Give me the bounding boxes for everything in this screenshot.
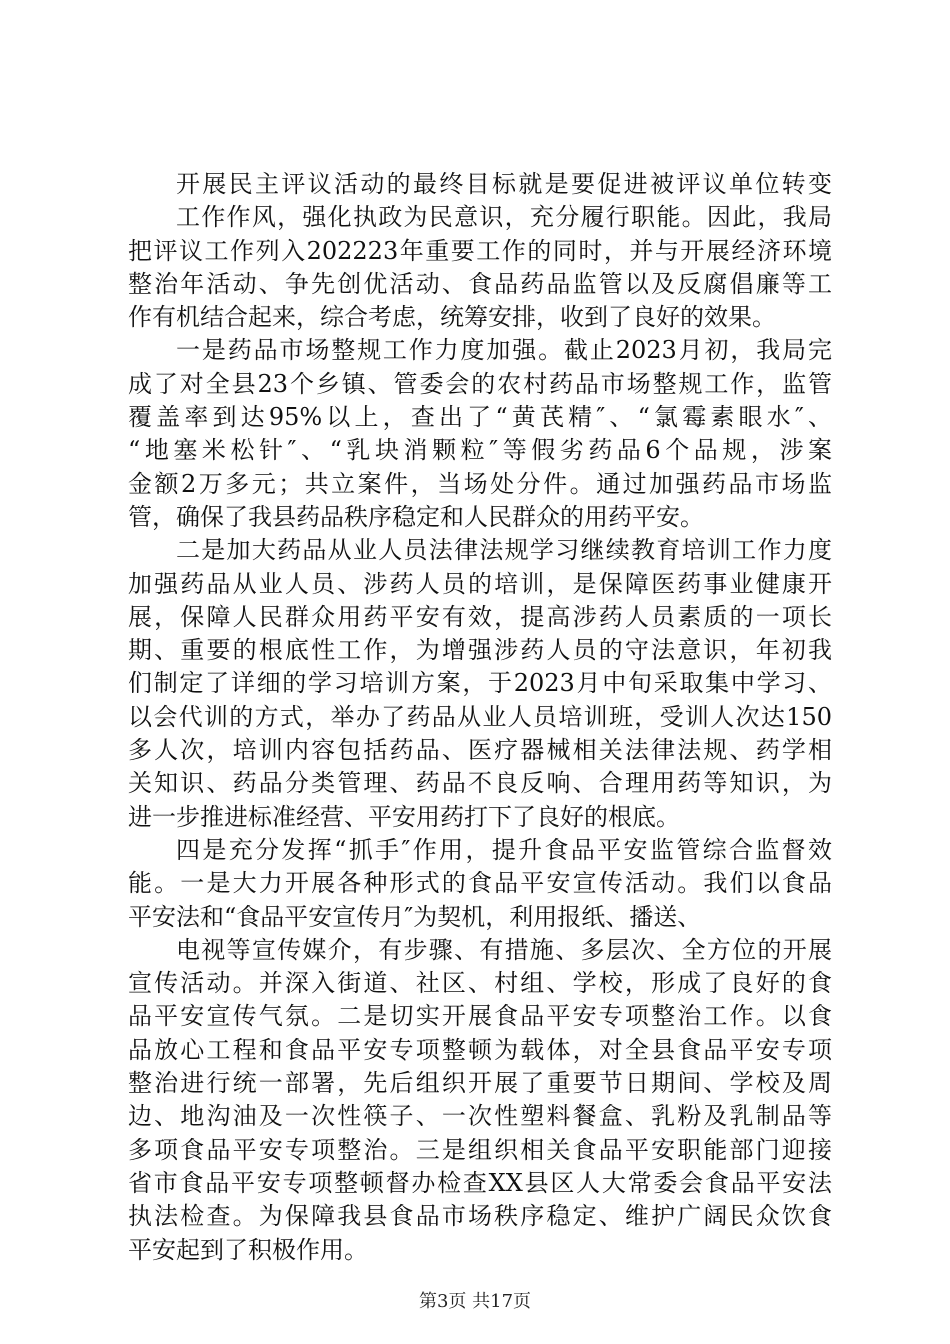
text-line: 进一步推进标准经营、平安用药打下了良好的根底。 [128, 802, 680, 831]
text-line: 整治进行统一部署，先后组织开展了重要节日期间、学校及周 [128, 1069, 832, 1098]
text-line: 多项食品平安专项整治。三是组织相关食品平安职能部门迎接 [128, 1135, 832, 1164]
text-line: 执法检查。为保障我县食品市场秩序稳定、维护广阔民众饮食 [128, 1202, 832, 1231]
text-line: 们制定了详细的学习培训方案，于2023月中旬采取集中学习、 [128, 669, 832, 698]
text-line: 覆盖率到达95%以上，查出了“黄芪精″、“氯霉素眼水″、 [128, 403, 832, 432]
text-line: 期、重要的根底性工作，为增强涉药人员的守法意识，年初我 [128, 636, 832, 665]
text-line: 边、地沟油及一次性筷子、一次性塑料餐盒、乳粉及乳制品等 [128, 1102, 832, 1131]
text-line: 整治年活动、争先创优活动、食品药品监管以及反腐倡廉等工 [128, 269, 832, 298]
text-line: 品放心工程和食品平安专项整顿为载体，对全县食品平安专项 [128, 1035, 832, 1064]
text-line: 四是充分发挥“抓手″作用，提升食品平安监管综合监督效 [176, 835, 832, 864]
text-line: 品平安宣传气氛。二是切实开展食品平安专项整治工作。以食 [128, 1002, 832, 1031]
text-line: 平安起到了积极作用。 [128, 1235, 368, 1264]
text-line: 成了对全县23个乡镇、管委会的农村药品市场整规工作，监管 [128, 369, 832, 398]
document-body [128, 168, 832, 1267]
text-line: 作有机结合起来，综合考虑，统筹安排，收到了良好的效果。 [128, 303, 776, 332]
text-line: 展，保障人民群众用药平安有效，提高涉药人员素质的一项长 [128, 602, 832, 631]
text-line: 开展民主评议活动的最终目标就是要促进被评议单位转变 [176, 170, 832, 198]
text-line: 管，确保了我县药品秩序稳定和人民群众的用药平安。 [128, 502, 704, 531]
text-line: 关知识、药品分类管理、药品不良反响、合理用药等知识，为 [128, 769, 832, 798]
text-line: 把评议工作列入202223年重要工作的同时，并与开展经济环境 [128, 236, 832, 265]
text-line: 一是药品市场整规工作力度加强。截止2023月初，我局完 [176, 336, 832, 365]
text-line: 以会代训的方式，举办了药品从业人员培训班，受训人次达150 [128, 702, 832, 731]
page-number-footer: 第3页 共17页 [418, 1291, 532, 1312]
text-line: 平安法和“食品平安宣传月″为契机，利用报纸、播送、 [128, 902, 702, 931]
text-line: “地塞米松针″、“乳块消颗粒″等假劣药品6个品规，涉案 [128, 436, 832, 465]
text-line: 省市食品平安专项整顿督办检查XX县区人大常委会食品平安法 [128, 1168, 832, 1197]
text-line: 工作作风，强化执政为民意识，充分履行职能。因此，我局 [176, 203, 832, 232]
text-line: 电视等宣传媒介，有步骤、有措施、多层次、全方位的开展 [176, 935, 832, 964]
text-line: 加强药品从业人员、涉药人员的培训，是保障医药事业健康开 [128, 569, 832, 598]
text-line: 金额2万多元；共立案件，当场处分件。通过加强药品市场监 [128, 469, 832, 498]
text-line: 多人次，培训内容包括药品、医疗器械相关法律法规、药学相 [128, 736, 832, 765]
text-line: 二是加大药品从业人员法律法规学习继续教育培训工作力度 [176, 536, 832, 565]
text-line: 宣传活动。并深入街道、社区、村组、学校，形成了良好的食 [128, 969, 832, 998]
text-line: 能。一是大力开展各种形式的食品平安宣传活动。我们以食品 [128, 869, 832, 898]
